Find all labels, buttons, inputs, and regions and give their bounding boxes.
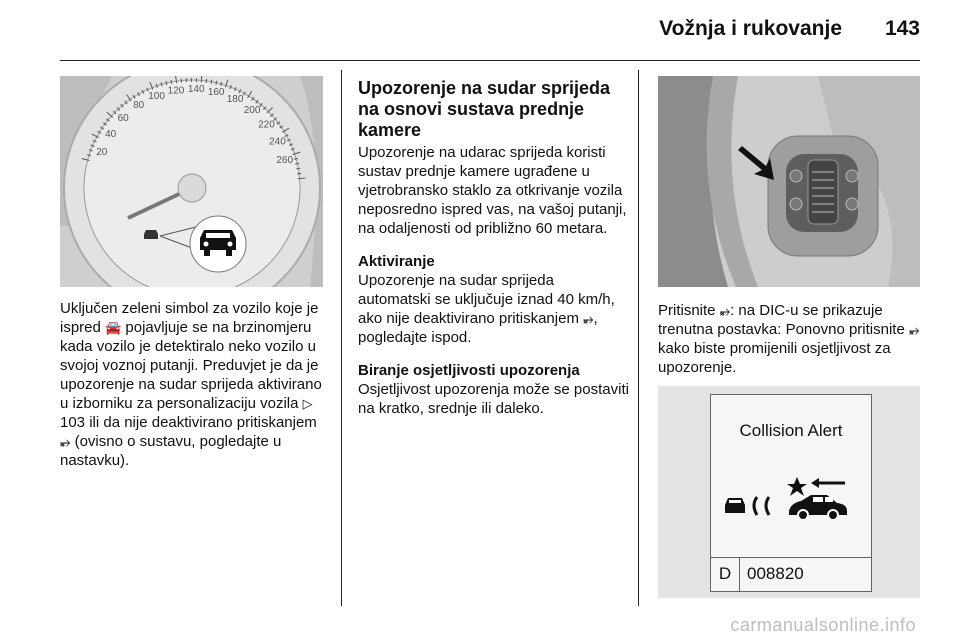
gauge-tick-label: 220 bbox=[258, 119, 275, 131]
gauge-tick bbox=[296, 168, 300, 169]
column-3-text bbox=[658, 301, 924, 391]
column-2-text bbox=[358, 78, 630, 432]
gauge-tick-label: 40 bbox=[105, 129, 117, 141]
header-rule bbox=[60, 60, 920, 61]
sensitivity-paragraph: Osjetljivost upozorenja može se postaviti na kratko, srednje ili daleko. bbox=[358, 381, 629, 417]
gauge-tick bbox=[206, 79, 207, 83]
column-1-text bbox=[60, 299, 330, 484]
gauge-tick-label: 140 bbox=[187, 84, 205, 96]
collision-button-icon: ⥵ bbox=[583, 311, 594, 326]
speedometer-illustration bbox=[60, 76, 323, 287]
dic-display-figure bbox=[658, 386, 920, 598]
gauge-tick bbox=[297, 173, 301, 174]
gauge-tick-label: 120 bbox=[167, 85, 185, 97]
dic-screen bbox=[710, 394, 872, 592]
gauge-tick bbox=[211, 80, 212, 84]
gauge-tick-label: 240 bbox=[269, 136, 286, 148]
speedometer-figure bbox=[60, 76, 323, 287]
activation-paragraph: Upozorenje na sudar sprijeda automatski se uključuje iznad 40 km/h, ako nije deaktivirano pritiskanjem ⥵, pogledajte ispod. bbox=[358, 272, 615, 346]
gauge-tick-label: 60 bbox=[117, 113, 129, 125]
steering-wheel-illustration bbox=[658, 76, 920, 287]
collision-button-icon: ⥵ bbox=[719, 303, 731, 318]
gauge-tick-label: 80 bbox=[133, 100, 145, 112]
dic-code: 008820 bbox=[747, 564, 804, 583]
gauge-tick-label: 20 bbox=[96, 147, 108, 159]
collision-alert-icon bbox=[721, 475, 861, 525]
activation-heading: Aktiviranje bbox=[358, 253, 435, 270]
gauge-tick-label: 200 bbox=[243, 105, 261, 117]
gauge-tick-label: 160 bbox=[207, 87, 225, 99]
collision-button-icon: ⥵ bbox=[60, 434, 71, 449]
gauge-tick-label: 180 bbox=[226, 94, 244, 106]
collision-button-icon: ⥵ bbox=[909, 322, 920, 337]
intro-paragraph: Upozorenje na udarac sprijeda koristi sustav prednje kamere ugrađene u vjetrobransko staklo za otkrivanje vozila neposredno ispred vas, na vašoj putanji, na odaljenosti od približno 60 metara. bbox=[358, 144, 627, 237]
gauge-tick-label: 100 bbox=[148, 90, 165, 102]
page-title: Vožnja i rukovanje bbox=[659, 17, 842, 40]
gauge-tick bbox=[298, 178, 306, 179]
steering-wheel-figure bbox=[658, 76, 920, 287]
speedometer-description: Uključen zeleni simbol za vozilo koje je ispred 🚘 pojavljuje se na brzinomjeru kada vozilo je detektiralo neko vozilo u svojoj voznoj putanji. Preduvjet je da je upozorenje na sudar sprijeda aktivirano u izborniku za personalizaciju vozila ▷ 103 ili da nije deaktivirano pritiskanjem ⥵ (ovisno o sustavu, pogledajte u nastavku). bbox=[60, 300, 322, 469]
column-divider bbox=[341, 70, 342, 606]
page-number: 143 bbox=[884, 17, 920, 40]
section-heading: Upozorenje na sudar sprijeda na osnovi sustava prednje kamere bbox=[358, 78, 611, 140]
car-front-icon: 🚘 bbox=[105, 320, 122, 335]
column-divider bbox=[638, 70, 639, 606]
press-button-paragraph: Pritisnite ⥵: na DIC-u se prikazuje trenutna postavka: Ponovno pritisnite ⥵ kako biste promijenili osjetljivost za upozorenje. bbox=[658, 302, 920, 376]
sensitivity-heading: Biranje osjetljivosti upozorenja bbox=[358, 362, 580, 379]
watermark: carmanualsonline.info bbox=[730, 615, 916, 635]
page-ref-icon: ▷ bbox=[302, 396, 313, 411]
dic-title: Collision Alert bbox=[739, 421, 843, 440]
gauge-tick-label: 260 bbox=[276, 155, 294, 167]
dic-code-letter: D bbox=[711, 557, 740, 591]
